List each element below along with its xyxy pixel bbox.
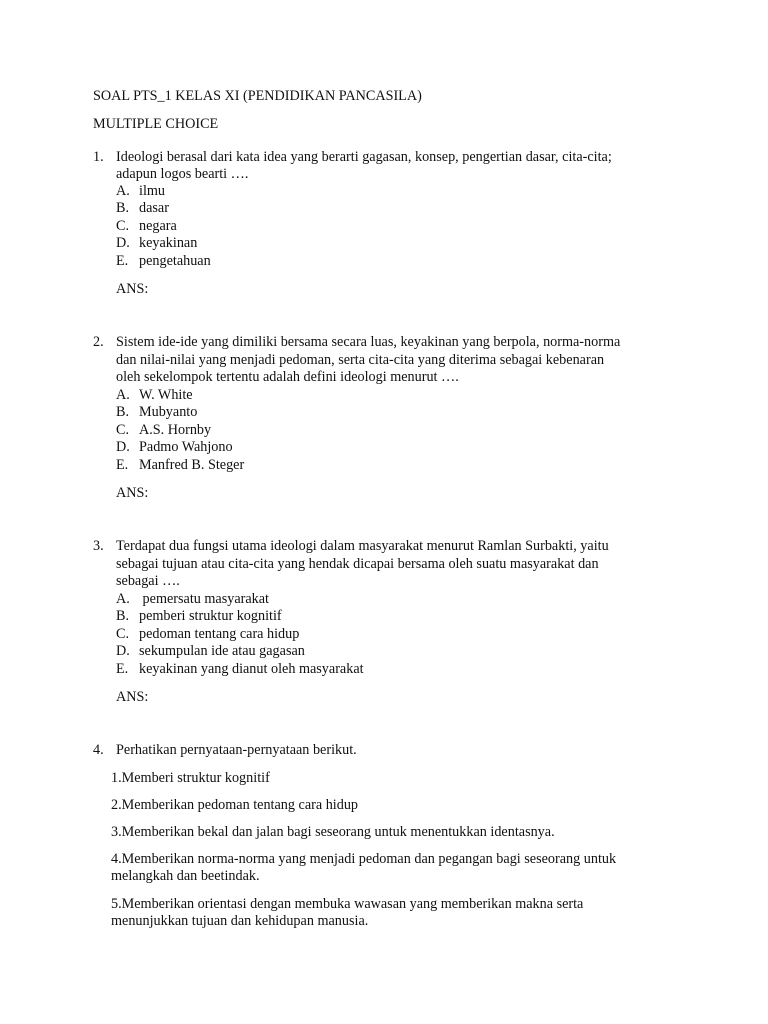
- option-text: pedoman tentang cara hidup: [139, 626, 300, 642]
- option-text: negara: [139, 218, 177, 234]
- question-number: 2.: [93, 334, 104, 350]
- statement-line: 5.Memberikan orientasi dengan membuka wawasan yang memberikan makna serta: [111, 896, 584, 912]
- question-text-line: Sistem ide-ide yang dimiliki bersama secara luas, keyakinan yang berpola, norma-norma: [116, 334, 621, 350]
- option-letter: E.: [116, 253, 129, 269]
- question-text-line: sebagai tujuan atau cita-cita yang hendak dicapai bersama oleh suatu masyarakat dan: [116, 556, 599, 572]
- option-text: pengetahuan: [139, 253, 211, 269]
- option-letter: D.: [116, 439, 130, 455]
- section-heading: MULTIPLE CHOICE: [93, 116, 219, 132]
- option-letter: A.: [116, 387, 130, 403]
- option-text: Manfred B. Steger: [139, 457, 245, 473]
- question-text-line: adapun logos bearti ….: [116, 166, 249, 182]
- answer-label: ANS:: [116, 281, 149, 297]
- option-letter: A.: [116, 591, 130, 607]
- question-text-line: Terdapat dua fungsi utama ideologi dalam masyarakat menurut Ramlan Surbakti, yaitu: [116, 538, 609, 554]
- statement-line: melangkah dan beetindak.: [111, 868, 260, 884]
- statement-line: menunjukkan tujuan dan kehidupan manusia.: [111, 913, 369, 929]
- option-text: pemersatu masyarakat: [139, 591, 269, 607]
- question-text-line: sebagai ….: [116, 573, 180, 589]
- question-number: 4.: [93, 742, 104, 758]
- option-text: Padmo Wahjono: [139, 439, 233, 455]
- option-letter: B.: [116, 200, 130, 216]
- option-letter: C.: [116, 422, 130, 438]
- option-text: keyakinan yang dianut oleh masyarakat: [139, 661, 364, 677]
- question-text-line: Perhatikan pernyataan-pernyataan berikut.: [116, 742, 357, 758]
- option-text: W. White: [139, 387, 193, 403]
- option-letter: D.: [116, 235, 130, 251]
- statement-line: 4.Memberikan norma-norma yang menjadi pedoman dan pegangan bagi seseorang untuk: [111, 851, 617, 867]
- option-text: Mubyanto: [139, 404, 198, 420]
- option-letter: D.: [116, 643, 130, 659]
- question-number: 3.: [93, 538, 104, 554]
- option-text: keyakinan: [139, 235, 198, 251]
- option-text: A.S. Hornby: [139, 422, 212, 438]
- question-text-line: dan nilai-nilai yang menjadi pedoman, serta cita-cita yang diterima sebagai kebenaran: [116, 352, 605, 368]
- option-letter: A.: [116, 183, 130, 199]
- option-text: sekumpulan ide atau gagasan: [139, 643, 305, 659]
- option-text: pemberi struktur kognitif: [139, 608, 282, 624]
- document-title: SOAL PTS_1 KELAS XI (PENDIDIKAN PANCASILA): [93, 88, 422, 104]
- statement-line: 2.Memberikan pedoman tentang cara hidup: [111, 797, 359, 813]
- option-letter: C.: [116, 218, 130, 234]
- answer-label: ANS:: [116, 485, 149, 501]
- option-text: dasar: [139, 200, 169, 216]
- option-text: ilmu: [139, 183, 166, 199]
- option-letter: B.: [116, 608, 130, 624]
- answer-label: ANS:: [116, 689, 149, 705]
- option-letter: E.: [116, 457, 129, 473]
- statement-line: 3.Memberikan bekal dan jalan bagi seseorang untuk menentukkan identasnya.: [111, 824, 555, 840]
- question-text-line: oleh sekelompok tertentu adalah defini ideologi menurut ….: [116, 369, 459, 385]
- option-letter: C.: [116, 626, 130, 642]
- question-text-line: Ideologi berasal dari kata idea yang berarti gagasan, konsep, pengertian dasar, cita-cita;: [116, 149, 612, 165]
- option-letter: B.: [116, 404, 130, 420]
- question-number: 1.: [93, 149, 104, 165]
- option-letter: E.: [116, 661, 129, 677]
- statement-line: 1.Memberi struktur kognitif: [111, 770, 270, 786]
